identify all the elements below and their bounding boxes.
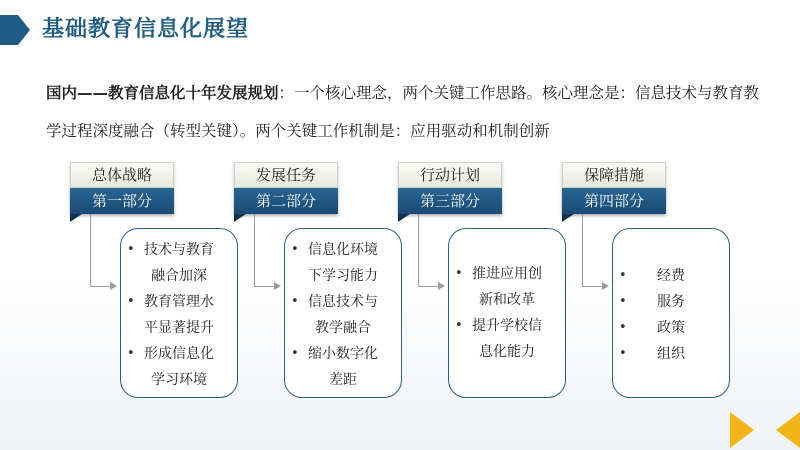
card-fold [562, 214, 574, 222]
section-card-2 [234, 162, 338, 214]
lead-paragraph [46, 74, 766, 150]
list-item: • 形成信息化 学习环境 [121, 341, 237, 393]
section-title: 行动计划 [398, 162, 502, 188]
connector-line [254, 286, 276, 287]
section-part: 第三部分 [398, 188, 502, 214]
section-card-4 [562, 162, 666, 214]
section-title: 发展任务 [234, 162, 338, 188]
connector-arrow-icon [274, 282, 281, 290]
list-item: • 服务 [613, 289, 729, 315]
card-fold [70, 214, 82, 222]
section-card-1 [70, 162, 174, 214]
title-arrow-icon [0, 15, 30, 45]
connector-line [90, 214, 91, 286]
list-item: • 推进应用创 新和改革 [449, 261, 565, 313]
lead-highlight: 国内——教育信息化十年发展规划 [46, 84, 279, 102]
section-part: 第四部分 [562, 188, 666, 214]
list-item: • 经费 [613, 263, 729, 289]
connector-line [418, 286, 440, 287]
section-box-4 [612, 228, 730, 398]
section-part: 第二部分 [234, 188, 338, 214]
section-title: 保障措施 [562, 162, 666, 188]
section-box-1 [120, 228, 238, 398]
list-item: • 提升学校信 息化能力 [449, 313, 565, 365]
section-card-3 [398, 162, 502, 214]
list-item: • 信息化环境 下学习能力 [285, 237, 401, 289]
connector-line [254, 214, 255, 286]
card-fold [234, 214, 246, 222]
list-item: • 缩小数字化 差距 [285, 341, 401, 393]
connector-line [582, 214, 583, 286]
section-part: 第一部分 [70, 188, 174, 214]
list-item: • 技术与教育 融合加深 [121, 237, 237, 289]
connector-line [418, 214, 419, 286]
connector-arrow-icon [438, 282, 445, 290]
list-item: • 组织 [613, 341, 729, 367]
lead-text: ：一个核心理念，两个关键工作思路。核心理念是：信息技术与教育教学过程深度融合（转型关键）。两个关键工作机制是：应用驱动和机制创新 [46, 84, 760, 140]
card-fold [398, 214, 410, 222]
list-item: • 教育管理水 平显著提升 [121, 289, 237, 341]
page-title: 基础教育信息化展望 [42, 17, 250, 42]
list-item: • 信息技术与 教学融合 [285, 289, 401, 341]
section-box-3 [448, 228, 566, 398]
section-box-2 [284, 228, 402, 398]
connector-line [582, 286, 604, 287]
connector-line [90, 286, 112, 287]
connector-arrow-icon [602, 282, 609, 290]
section-title: 总体战略 [70, 162, 174, 188]
corner-triangles-icon [730, 410, 800, 450]
list-item: • 政策 [613, 315, 729, 341]
connector-arrow-icon [110, 282, 117, 290]
